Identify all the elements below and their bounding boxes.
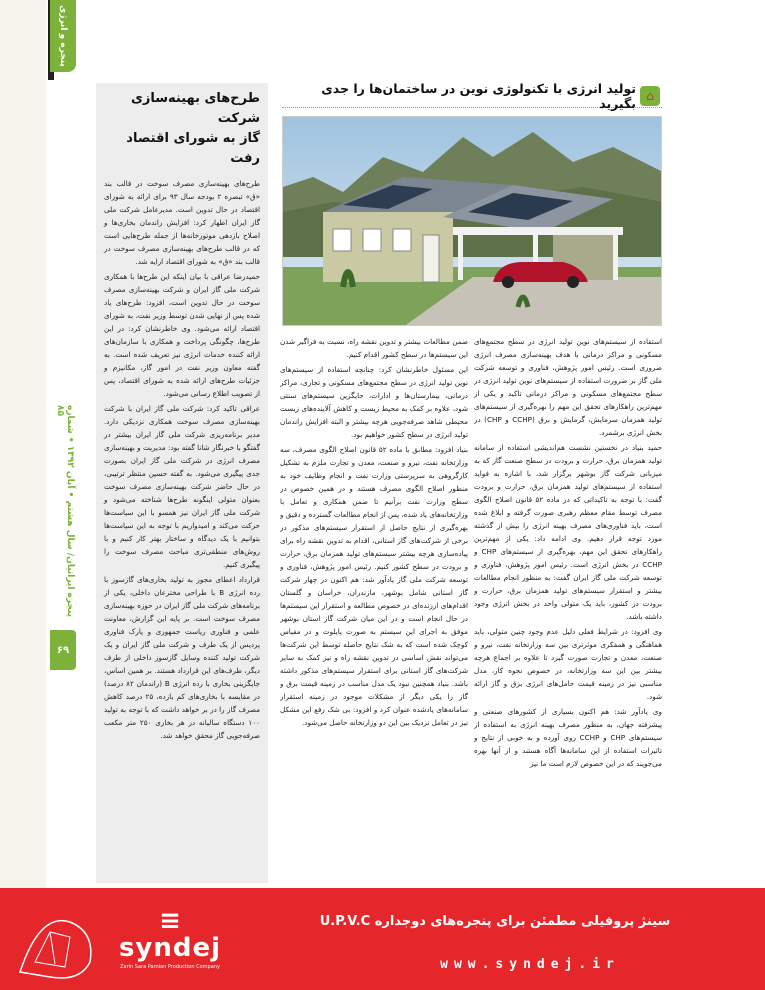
- sidebar-title-line2: گاز به شورای اقتصاد رفت: [126, 131, 260, 166]
- article-title: تولید انرژی با تکنولوژی نوین در ساختمان‌ها را جدی بگیرید: [321, 80, 636, 111]
- ad-url-link[interactable]: www.syndej.ir: [440, 956, 620, 972]
- house-icon: ⌂: [640, 86, 660, 106]
- brand-name: syndej: [118, 933, 222, 963]
- sidebar-paragraph: حمیدرضا عراقی با بیان اینکه این طرح‌ها با همکاری شرکت ملی گاز ایران و شرکت بهینه‌سازی مصرف سوخت در حال تدوین است، افزود: طرح‌های یاد شده پس از نهایی شدن توسط وزیر نفت، به شورای اقتصاد ارائه می‌شود. وی خاطرنشان کرد: در این طرح‌ها، چگونگی پرداخت و همکاری با سازمان‌های ارائه کننده خدمات انرژی نیز تعریف شده است. به گفته معاون وزیر نفت در امور گاز، مکانیزم و جزئیات طرح‌های ارائه شده به شورای اقتصاد، پس از تصویب اطلاع رسانی می‌شود.: [104, 272, 260, 398]
- article-header: [282, 80, 662, 111]
- article-column-right: [474, 335, 662, 883]
- issue-info: پنجره ایرانیان/ سال هشتم • آبان ۱۳۹۲ • شماره ۸۵: [55, 405, 75, 618]
- article-photo: [282, 116, 662, 326]
- article-column-left: [280, 335, 468, 883]
- article-paragraph: وی افزود: در شرایط فعلی دلیل عدم وجود چنین متولی، باید هماهنگی و همفکری موثرتری بین سه وزارتخانه نفت، نیرو و صنعت، معدن و تجارت صورت گیرد تا علاوه بر اجماع هرچه بیشتر بین این سه وزارتخانه، در خصوص نحوه کار، مدل مناسبی نیز در زمینه قیمت حامل‌های انرژی برق و گاز ارائه شود.: [474, 627, 662, 701]
- page-number: ۶۹: [50, 630, 76, 670]
- article-paragraph: استفاده از سیستم‌های نوین تولید انرژی در سطح مجتمع‌های مسکونی و مراکز درمانی با هدف بهینه‌سازی مصرف انرژی ضروری است. رئیس امور پژوهش، فناوری و توسعه شرکت ملی گاز بر ضرورت استفاده از سیستم‌های نوین تولید انرژی در سطح مجتمع‌های مسکونی و مراکز درمانی تاکید و یکی از مهم‌ترین راهکارهای تحقق این مهم را بهره‌گیری از سیستم‌های تولید همزمان سرمایش، گرمایش و برق (CCHP و CHP) در بخش انرژی برشمرد.: [474, 337, 662, 437]
- sidebar-title-line1: طرح‌های بهینه‌سازی شرکت: [130, 91, 260, 126]
- sidebar-paragraph: عراقی تاکید کرد: شرکت ملی گاز ایران با شرکت بهینه‌سازی مصرف سوخت همکاری نزدیکی دارد. مدیر برنامه‌ریزی شرکت ملی گاز ایران بیشتر در گفتگو با خبرنگار شانا گفته بود: مدیریت و بهینه‌سازی مصرف انرژی در شرکت ملی گاز ایران بصورت جدی پیگیری می‌شود. به گفته حسین منتظر ترتیبی، در حال حاضر شرکت بهینه‌سازی مصرف سوخت بعنوان متولی اینگونه طرح‌ها شناخته می‌شود و شرکت ملی گاز ایران نیز همسو با این سیاست‌ها حرکت می‌کند و امیدواریم با توجه به این سیاست‌ها بتوانیم با یک دیدگاه و ساختار بهتر کار کنیم و با روش‌های منطقی‌تری مباحث مصرف سوخت را پیگیری کنیم.: [104, 404, 260, 569]
- article-paragraph: ضمن مطالعات بیشتر و تدوین نقشه راه، نسبت به فراگیر شدن این سیستم‌ها در سطح کشور اقدام کنیم.: [280, 337, 468, 359]
- article-paragraph: وی یادآور شد: هم اکنون بسیاری از کشورهای صنعتی و پیشرفته جهان، به منظور مصرف بهینه انرژی به استفاده از سیستم‌های CHP و CCHP روی آورده و به خوبی از نتایج و تاثیرات استفاده از این سامانه‌ها آگاه هستند و از آنها بهره می‌جویند که در این خصوص لازم است ما نیز: [474, 707, 662, 768]
- window-sketch-icon: [10, 892, 110, 986]
- syndej-logo-mark-icon: ≡: [159, 906, 181, 936]
- ad-slogan: سینژ پروفیلی مطمئن برای پنجره‌های دوجداره U.P.V.C: [319, 913, 671, 929]
- section-tab-label: پنجره و انرژی: [58, 5, 68, 67]
- sidebar-body: [104, 177, 260, 742]
- syndej-logo: [110, 896, 230, 982]
- page-spine: [0, 0, 46, 990]
- article-paragraph: حمید بنیاد در نخستین نشست هم‌اندیشی استفاده از سامانه تولید همزمان برق، حرارت و برودت در سطح صنعت گاز که به میزبانی شرکت گاز بوشهر برگزار شد، با اشاره به فواید استفاده از سیستم‌های تولید همزمان برق، حرارت و برودت گفت: با توجه به تاکیداتی که در ماده ۵۲ قانون اصلاح الگوی مصرف توسط مقام معظم رهبری صورت گرفته و ابلاغ شده است، باید فناوری‌های مصرف بهینه انرژی را بیش از گذشته مورد توجه قرار دهیم. وی ادامه داد: یکی از مهم‌ترین راهکارهای تحقق این مهم، بهره‌گیری از سیستم‌های CHP و CCHP در بخش انرژی است. رئیس امور پژوهش، فناوری و توسعه شرکت ملی گاز ایران گفت: به منظور انجام مطالعات بیشتر و استقرار سیستم‌های تولید همزمان برق، حرارت و برودت در کشور، باید یک متولی واحد در بخش انرژی وجود داشته باشد.: [474, 443, 662, 621]
- sidebar-paragraph: طرح‌های بهینه‌سازی مصرف سوخت در قالب بند «ق» تبصره ۲ بودجه سال ۹۳ برای ارائه به شورای اقتصاد در حال تدوین است. مدیرعامل شرکت ملی گاز ایران اظهار کرد: افزایش راندمان بخاری‌ها و اصلاح بازدهی موتورخانه‌ها از جمله طرح‌هایی است که در قالب طرح‌های بهینه‌سازی مصرف سوخت در قالب بند «ق» به شورای اقتصاد ارایه شد.: [104, 179, 261, 266]
- article-paragraph: بنیاد افزود: مطابق با ماده ۵۲ قانون اصلاح الگوی مصرف، سه وزارتخانه نفت، نیرو و صنعت، معدن و تجارت ملزم به تشکیل کارگروهی به سرپرستی وزارت نفت و انجام وظایف خود به منظور اصلاح الگوی مصرف هستند و در همین خصوص در سطح وزارت نفت برآنیم تا ضمن همکاری و تعامل با وزارتخانه‌های یاد شده، پس از انجام مطالعات گسترده و دقیق و بهره‌گیری از نتایج حاصل از استقرار سیستم‌های مذکور در برخی از شرکت‌های گاز استانی، اقدام به تدوین نقشه راه برای پیاده‌سازی هرچه بیشتر سیستم‌های تولید همزمان برق، حرارت و برودت در سطح کشور کنیم. رئیس امور پژوهش، فناوری و توسعه شرکت ملی گاز یادآور شد: هم اکنون در چهار شرکت گاز استانی شامل بوشهر، مازندران، خراسان و گلستان اقدام‌های ارزنده‌ای در خصوص مطالعه و استقرار این سیستم‌ها در حال انجام است و در این میان شرکت گاز استان بوشهر موفق به اجرای این سیستم به صورت پایلوت و در مقیاس کوچک شده است که به شک نتایج حاصله توسط این شرکت‌ها می‌تواند نقش اساسی در تدوین نقشه راه و نیز کمک به سایر شرکت‌های گاز استانی برای استقرار سیستم‌های مذکور داشته باشد. بنیاد همچنین نبود یک مدل مناسب در زمینه قیمت برق و گاز را یکی دیگر از مشکلات موجود در زمینه استقرار سامانه‌های یادشده عنوان کرد و افزود: بی شک رفع این مشکل نیز در تعامل نزدیک بین این دو وزارتخانه حاصل می‌شود.: [280, 445, 468, 727]
- brand-subtitle: Zarin Sara Parnian Production Company: [120, 964, 220, 970]
- article-paragraph: این مسئول خاطرنشان کرد: چنانچه استفاده از سیستم‌های نوین تولید انرژی در سطح مجتمع‌های مسکونی و تجاری، مراکز درمانی، بیمارستان‌ها و ادارات، جایگزین سیستم‌های سنتی شود، علاوه بر کمک به محیط زیست و کاهش آلاینده‌های زیست محیطی شاهد صرفه‌جویی هرچه بیشتر و البته افزایش راندمان تولید انرژی در سطح کشور خواهیم بود.: [280, 365, 468, 439]
- sidebar-paragraph: قرارداد اعطای مجوز به تولید بخاری‌های گازسوز با رده انرژی B با طراحی مخترعان داخلی، یکی از برنامه‌های شرکت ملی گاز ایران در حوزه بهینه‌سازی مصرف سوخت است. بر پایه این گزارش، معاونت علمی و فناوری ریاست جمهوری و پارک فناوری پردیس از یک طرف و شرکت ملی گاز ایران و یک شرکت تولید کننده وسایل گازسوز داخلی از طرف دیگر، طرف‌های این قرارداد هستند. بر همین اساس، جایگزینی بخاری با رده انرژی B (راندمان ۸۲ درصد) در مقایسه با بخاری‌های کم بازده، ۲۵ درصد کاهش مصرف گاز را در بر خواهد داشت که با توجه به تولید ۱۰۰ دستگاه سالیانه در هر بخاری ۲۵۰ متر مکعب صرفه‌جویی گاز محقق خواهد شد.: [104, 575, 260, 740]
- sidebar-news-box: [96, 83, 268, 883]
- sidebar-title: [104, 89, 260, 169]
- house-photo-illustration: [283, 117, 662, 326]
